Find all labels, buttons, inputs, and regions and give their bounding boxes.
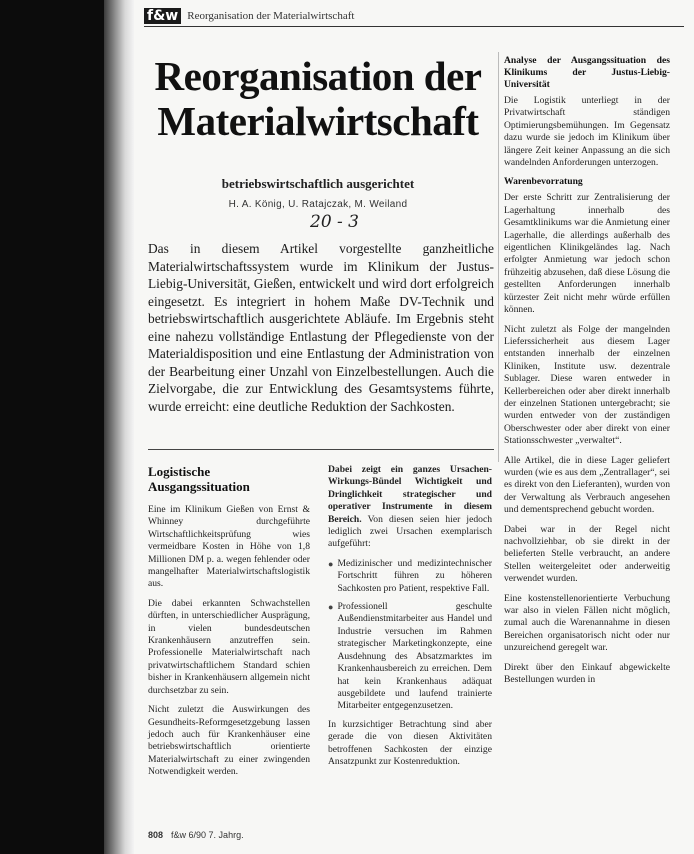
paragraph: Eine im Klinikum Gießen von Ernst & Whinney durchgeführte Wirtschaftlichkeitsprüfung wies vermeidbare Kosten in Höhe von 1,8 Millionen DM p. a. wegen fehlender oder mangelhafter Materialwirtschaftslogistik aus. [148, 504, 310, 590]
page-footer [148, 830, 244, 840]
column-a [148, 464, 310, 786]
column-b [328, 464, 492, 775]
paragraph: Direkt über den Einkauf abgewickelte Bestellungen wurden in [504, 661, 670, 686]
section-heading-logistik: Logistische Ausgangssituation [148, 464, 250, 494]
closing-paragraph: In kurzsichtiger Betrachtung sind aber gerade die von diesen Aktivitäten betroffenen Sachkosten der einzige Ansatzpunkt zur Kostenreduktion. [328, 718, 492, 767]
title-line-1: Reorganisation der [154, 53, 482, 99]
journal-page [134, 0, 694, 854]
paragraph: Eine kostenstellenorientierte Verbuchung war also in vielen Fällen nicht möglich, zumal auch die Warenannahme in diesen Bereichen organisatorisch nicht oder nur unzureichend geregelt war. [504, 592, 670, 654]
column-divider [498, 52, 499, 462]
paragraph: Die dabei erkannten Schwachstellen dürften, in unterschiedlicher Ausprägung, in vielen bundesdeutschen Krankenhäusern anzutreffen sein. Professionelle Materialwirtschaft nach privatwirtschaftlichem Standard schien bisher in Krankenhäusern allgemein nicht durchsetzbar zu sein. [148, 597, 310, 696]
running-title: Reorganisation der Materialwirtschaft [187, 10, 355, 22]
paragraph: Der erste Schritt zur Zentralisierung der Lagerhaltung innerhalb des Gesamtklinikums war die Anmietung einer Lagerhalle, die allerdings außerhalb des eigentlichen Klinikgeländes lag. Nach erfolgter Anmietung war jedoch schon frühzeitig abzusehen, daß diese Lösung die gestellten Anforderungen innerhalb kürzester Zeit nicht mehr würde erfüllen können. [504, 192, 670, 316]
bullet-text: Medizinischer und medizintechnischer Fortschritt führen zu höheren Sachkosten pro Patient, respektive Fall. [337, 557, 492, 594]
bullet-text: Professionell geschulte Außendienstmitarbeiter aus Handel und Industrie versuchen im Rahmen strategischer Marketingkonzepte, eine Ausdehnung des Absatzmarktes im Krankenhausbereich zu erreichen. Dem hat kein Krankenhaus adäquat ausgebildete und laufend trainierte Mitarbeiter entgegenzusetzen. [337, 601, 492, 712]
section-heading-analyse: Analyse der Ausgangssituation des Klinikums der Justus-Liebig-Universität [504, 55, 670, 90]
bullet-icon: ● [328, 558, 334, 569]
intro-text: Von diesen seien hier jedoch lediglich zwei Ursachen exemplarisch aufgeführt: [328, 513, 492, 550]
bullet-item [328, 601, 492, 713]
article-title [148, 54, 488, 144]
section-heading-warenbevorratung: Warenbevorratung [504, 176, 583, 188]
journal-logo: f&w [144, 8, 181, 24]
bullet-item [328, 558, 492, 595]
scanner-dark-margin [0, 0, 104, 854]
article-abstract: Das in diesem Artikel vorgestellte ganzheitliche Materialwirtschaftssystem wurde im Klinikum der Justus-Liebig-Universität, Gießen, entwickelt und wird dort erfolgreich eingesetzt. Es integriert in hohem Maße DV-Technik und betriebswirtschaftlich ausgerichtete Abläufe. Im Ergebnis steht eine nahezu vollständige Entlastung der Pflegedienste von der Materialdisposition und eine Entlastung der Administration von der Bearbeitung einer Unzahl von Einzelbestellungen. Auch die Zielvorgabe, die zur Entwicklung des Gesamtsystems führte, wurde erreicht: eine deutliche Reduktion der Sachkosten. [148, 241, 494, 414]
header-rule [144, 26, 684, 27]
paragraph: Alle Artikel, die in diese Lager geliefert wurden (wie es aus dem „Zentrallager“, sei es direkt von den Lieferanten), wurden von der Verwaltung als Verbrauch angesehen und dementsprechend gebucht worden. [504, 454, 670, 516]
paragraph: Nicht zuletzt als Folge der mangelnden Lieferssicherheit aus diesem Lager entstanden innerhalb der einzelnen Kliniken, Institute usw. dezentrale Sublager. Diese waren entweder in Kellerbereichen oder aber direkt innerhalb der einzelnen Stationen untergebracht; sie wurden entweder von der zuständigen Oberschwester oder aber direkt von einer Stationsschwester „verwaltet“. [504, 323, 670, 447]
running-header [144, 6, 354, 26]
handwritten-note: 20 - 3 [310, 212, 359, 232]
title-line-2: Materialwirtschaft [157, 98, 479, 144]
paragraph: Nicht zuletzt die Auswirkungen des Gesundheits-Reformgesetzgebung lassen jedoch auch für Krankenhäuser eine betriebswirtschaftlich orientierte Materialwirtschaft zu einer zwingenden Notwendigkeit werden. [148, 704, 310, 778]
paragraph: Die Logistik unterliegt in der Privatwirtschaft ständigen Optimierungsbemühungen. Im Gegensatz dazu wurde sie jedoch im Klinikum über längere Zeit keiner Anpassung an die sich wandelnden Anforderungen unterzogen. [504, 95, 670, 169]
article-authors: H. A. König, U. Ratajczak, M. Weiland [228, 199, 408, 210]
paragraph: Dabei war in der Regel nicht nachvollziehbar, ob sie direkt in der belieferten Stelle verbraucht, an andere Stellen weitergeleitet oder anderweitig verwendet wurden. [504, 523, 670, 585]
book-spine [104, 0, 134, 854]
page-number: 808 [148, 830, 164, 840]
issue-info: f&w 6/90 7. Jahrg. [171, 830, 244, 840]
abstract-rule [148, 449, 494, 450]
intro-paragraph [328, 464, 492, 551]
bullet-icon: ● [328, 602, 334, 613]
article-subtitle: betriebswirtschaftlich ausgerichtet [221, 176, 415, 191]
column-c [504, 55, 670, 693]
intro-bold-text: Dabei zeigt ein ganzes Ursachen-Wirkungs-Bündel Wichtigkeit und Dringlichkeit strategischer und operativer Instrumente in diesem Bereich. [328, 464, 492, 525]
